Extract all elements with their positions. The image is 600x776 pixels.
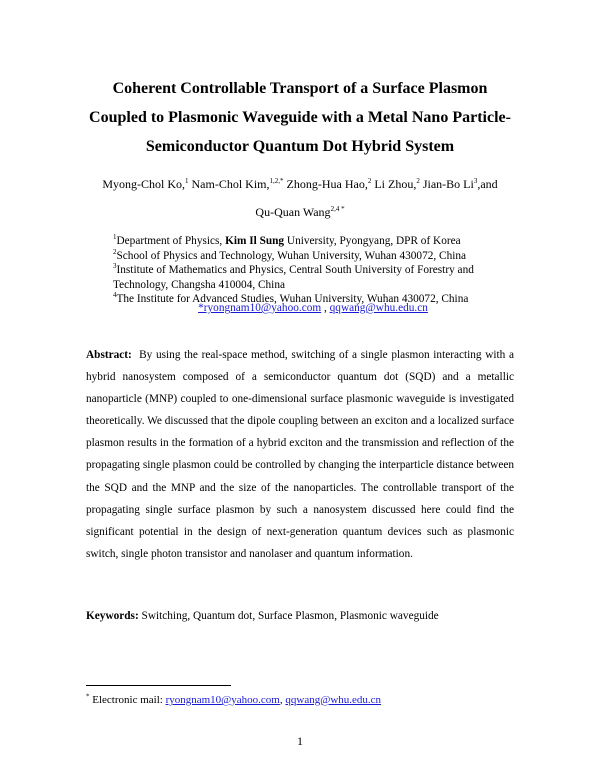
email-link-1[interactable]: *ryongnam10@yahoo.com: [198, 302, 322, 314]
affiliation-3-continued: Technology, Changsha 410004, China: [113, 278, 285, 291]
email-link-2[interactable]: qqwang@whu.edu.cn: [329, 302, 428, 314]
author-name: Qu-Quan Wang: [255, 205, 331, 219]
keywords: [86, 610, 526, 622]
title-line: Coupled to Plasmonic Waveguide with a Metal Nano Particle-: [89, 109, 511, 126]
affiliation-list: [113, 234, 513, 307]
keywords-label: Keywords:: [86, 610, 139, 622]
author-conjunction: ,and: [477, 177, 498, 191]
footnote-email-1[interactable]: ryongnam10@yahoo.com: [165, 694, 280, 706]
abstract-label: Abstract:: [86, 349, 132, 361]
author-affil-mark: 2: [367, 177, 372, 185]
author-affil-mark: 2,4 *: [330, 205, 345, 213]
email-separator: ,: [321, 302, 330, 314]
footnote: [86, 694, 381, 706]
author-affil-mark: 1: [185, 177, 189, 185]
author-affil-mark: 2: [416, 177, 420, 185]
footnote-mark: *: [86, 692, 90, 701]
affiliation-2: $^2$School of Physics and Technology, Wuhan University, Wuhan 430072, China: [113, 247, 467, 262]
keywords-text: Switching, Quantum dot, Surface Plasmon, Plasmonic waveguide: [141, 610, 439, 622]
footnote-divider: [86, 685, 231, 686]
author-name: Zhong-Hua Hao,: [286, 177, 368, 191]
affiliation-3: $^3$Institute of Mathematics and Physics, Central South University of Forestry and: [113, 262, 474, 276]
page-number: 1: [297, 734, 303, 748]
author-name: Li Zhou,: [374, 177, 417, 191]
author-name: Nam-Chol Kim,: [191, 177, 270, 191]
abstract: [86, 344, 514, 565]
contact-emails: [113, 302, 513, 314]
author-name: Jian-Bo Li: [422, 177, 474, 191]
affiliation-1: $^1$Department of Physics, Kim Il Sung University, Pyongyang, DPR of Korea: [113, 233, 461, 247]
footnote-label: Electronic mail:: [92, 694, 166, 706]
abstract-text: By using the real-space method, switching of a single plasmon interacting with a hybrid nanosystem composed of a semiconductor quantum dot (SQD) and a metallic nanoparticle (MNP) coupled to one-dimensional surface plasmonic waveguide is investigated theoretically. We discussed that the dipole coupling between an exciton and a localized surface plasmon results in the formation of a hybrid exciton and the transmission and reflection of the propagating single plasmon could be controlled by changing the interparticle distance between the SQD and the MNP and the size of the nanoparticles. The controllable transport of the propagating single surface plasmon by such a nanosystem discussed here could find the significant potential in the design of next-generation quantum devices such as plasmonic switch, single photon transistor and nanolaser and quantum information.: [86, 349, 514, 560]
footnote-email-2[interactable]: qqwang@whu.edu.cn: [285, 694, 382, 706]
title-line: Semiconductor Quantum Dot Hybrid System: [145, 138, 455, 155]
author-list: [40, 177, 560, 192]
author-list-continued: [40, 205, 560, 220]
affiliation-4: $^4$The Institute for Advanced Studies, Wuhan University, Wuhan 430072, China: [113, 291, 469, 305]
author-name: Myong-Chol Ko,: [102, 177, 186, 191]
author-affil-mark: 1,2,*: [269, 177, 284, 185]
paper-title: [60, 74, 540, 161]
title-line: Coherent Controllable Transport of a Surface Plasmon: [112, 80, 488, 97]
author-affil-mark: 3: [473, 177, 478, 185]
footnote-separator: ,: [279, 694, 286, 706]
